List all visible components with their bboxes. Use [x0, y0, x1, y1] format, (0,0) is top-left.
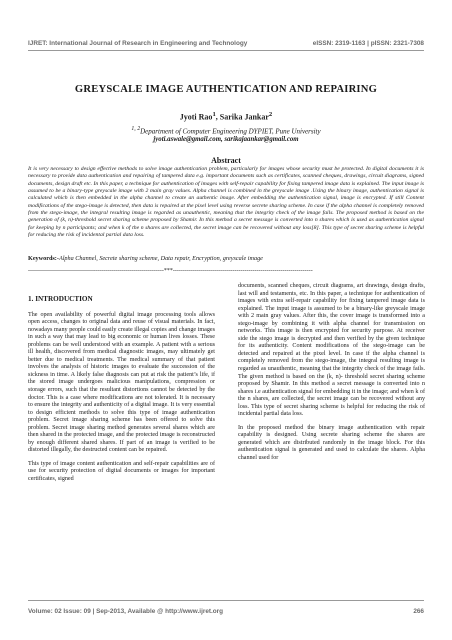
- author-2-sup: 2: [268, 111, 273, 118]
- author-1-sup: 1: [212, 111, 216, 118]
- journal-header: [28, 40, 424, 47]
- right-column: [238, 283, 425, 469]
- keywords-text: Alpha Channel, Secrete sharing scheme, Data repair, Encryption, greyscale image: [58, 255, 263, 262]
- page-number: 266: [413, 608, 424, 615]
- affiliation-text: Department of Computer Engineering DYPIET, Pune University: [140, 127, 321, 136]
- paper-title: GREYSCALE IMAGE AUTHENTICATION AND REPAIRING: [74, 84, 378, 95]
- footer-url-link[interactable]: http://www.ijret.org: [165, 608, 224, 615]
- section-separator: --------------------------------------------------------------------***----------------------------------------------------------------------: [28, 268, 313, 274]
- intro-paragraph-4: In the proposed method the binary image authentication with repair capability is designed. Using secrete sharing scheme the shares are generated which are distributed randomly in the image block. For this authentication signal is generated and used to calculate the shares. Alpha channel used for: [238, 424, 425, 462]
- intro-paragraph-2: This type of image content authentication and self-repair capabilities are of use for security protection of digital documents or images for important certificates, signed: [28, 460, 215, 483]
- keywords: [28, 255, 424, 262]
- intro-heading: 1. INTRODUCTION: [28, 295, 93, 303]
- left-column: [28, 296, 215, 490]
- intro-paragraph-3: documents, scanned cheques, circuit diagrams, art drawings, design drafts, last will and testaments, etc. In this paper, a technique for authentication of images with extra self-repair capability for fixing tampered image data is explained. The input image is assumed to be a binary-like greyscale image with 2 main gray values. After this, the cover image is transformed into a stego-image by combining it with alpha channel for transmission on networks. This image is then encrypted for security purpose. At receiver side the stego image is decrypted and then verified by the given technique for its authenticity. Content modifications of the stego-image can be detected and repaired at the pixel level. In case if the alpha channel is completely removed from the stego-image, the integral resulting image is regarded as unauthentic, meaning that the integrity check of the image fails. The given method is based on the (k, n)- threshold secret sharing scheme proposed by Shamir. In this method a secret message is converted into n shares i.e authentication signal for embedding it in the image; and when k of the n shares, are collected, the secret image can be recovered without any loss. This type of secret sharing scheme is helpful for reducing the risk of incidental partial data loss.: [238, 283, 425, 418]
- author-separator: ,: [215, 112, 220, 122]
- affiliation-sup: 1, 2: [131, 126, 141, 132]
- header-rule: [28, 50, 424, 51]
- keywords-label: Keywords:-: [28, 255, 59, 262]
- page-footer: [28, 608, 424, 615]
- author-1: Jyoti Rao: [179, 112, 213, 122]
- abstract-body: It is very necessary to design effective methods to solve image authentication problem, particularly for images whose security must be protected. In digital documents it is necessary to provide data authentication and repairing of tampered data e.g. important documents such as certificates, scanned cheques, drawings, circuit diagrams, signed documents, design draft etc. In this paper, a technique for authentication of images with self-repair capability for fixing tampered image data is explained. The input image is assumed to be a binary-type greyscale image with 2 main gray values. Alpha channel is combined in the greyscale image .Using the binary image, authentication signal is calculated which is then embedded in the alpha channel to create an authentic image. After embedding the authentication signal, image is encrypted. If still Content modifications of the stego-image is detected, then data is repaired at the pixel level using reverse secrete sharing scheme. In case if the alpha channel is completely removed from the stego-image, the integral resulting image is regarded as unauthentic, meaning that the integrity check of the image fails. The proposed method is based on the generation of (k, n)-threshold secret sharing scheme proposed by Shamir. In this method a secret message is converted into n shares which is used as authentication signal for keeping by n participants; and when k of the n shares are collected, the secret image can be recovered without any loss[8]. This type of secret sharing scheme is helpful for reducing the risk of incidental partial data loss.: [28, 166, 424, 239]
- footer-rule: [28, 600, 424, 601]
- paper-authors: [0, 111, 452, 122]
- footer-volume-text: Volume: 02 Issue: 09 | Sep-2013, Available @: [28, 608, 164, 615]
- author-emails: jyoti.aswale@gmail.com, sarikajaankar@gmail.com: [153, 136, 299, 143]
- journal-name: IJRET: International Journal of Research in Engineering and Technology: [28, 40, 248, 47]
- abstract-heading: Abstract: [211, 156, 241, 165]
- journal-issn: eISSN: 2319-1163 | pISSN: 2321-7308: [312, 40, 424, 47]
- author-2: Sarika Jankar: [219, 112, 269, 122]
- footer-volume: [28, 608, 223, 615]
- affiliation: [0, 126, 452, 135]
- intro-paragraph-1: The open availability of powerful digital image processing tools allows open access, changes to original data and reuse of visual materials. In fact, nowadays many people could easily create illegal copies and change images in such a way that may lead to big economic or human lives losses. These problems can be well understood with an example. A patient with a serious ill health, discovered from medical diagnostic images, may ultimately get better due to medical treatments. The medical summary of that patient involves the analysis of historic images to evaluate the succession of the sickness in time. A likely false diagnosis can put at risk the patient’s life, if the stored image undergoes malicious manipulations, compression or storage errors, such that the resultant distortions cannot be detected by the doctor. This is a case where modifications are not tolerated. It is necessary to ensure the integrity and authenticity of a digital image. It is very essential to design efficient methods to solve this type of image authentication problem. Secret image sharing scheme has been offered to solve this problem. Secret image sharing method generates several shares which are then shared in the protected image, and the protected image is reconstructed by enough different shared shares. If part of an image is verified to be distorted illegally, the destructed content can be repaired.: [28, 311, 215, 454]
